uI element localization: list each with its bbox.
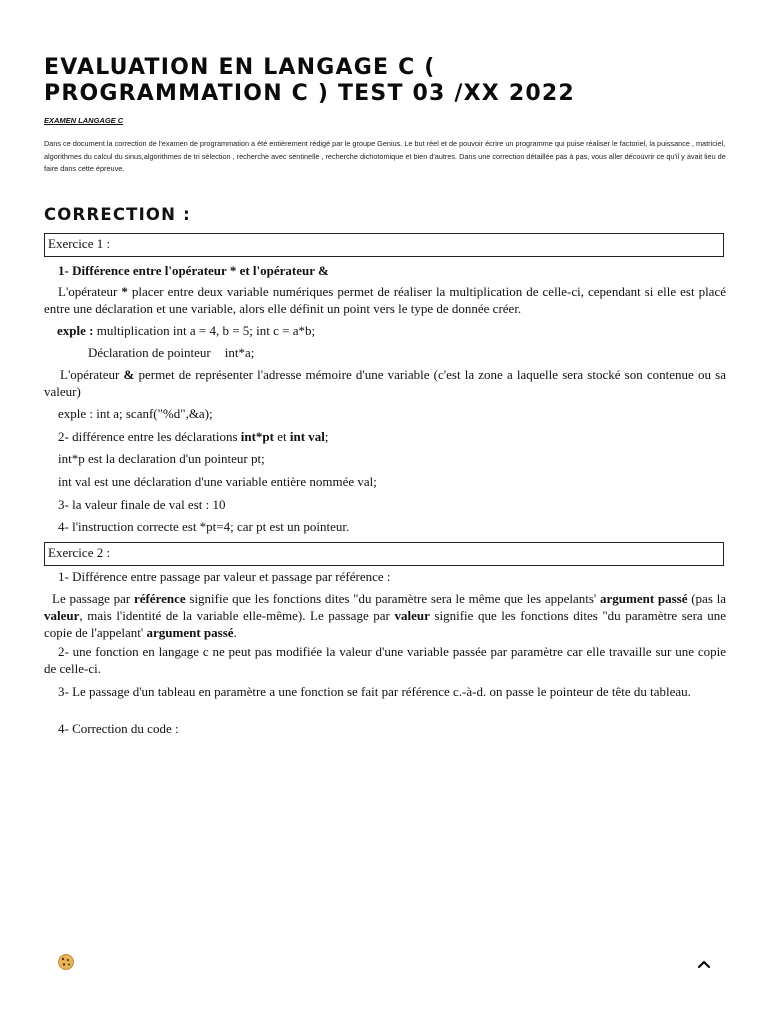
ex1-decl-code: int*a;: [224, 345, 255, 360]
correction-heading: CORRECTION :: [44, 205, 191, 224]
ex2-p1-g: , mais l'identité de la variable elle-même). Le passage par: [79, 608, 395, 623]
ex2-question-2: 2- une fonction en langage c ne peut pas modifiée la valeur d'une variable passée par paramètre car elle travaille sur une copie de celle-ci.: [44, 644, 726, 676]
exercise-1-heading: [44, 233, 724, 257]
ex1-p1-text-c: placer entre deux variable numériques permet de réaliser la multiplication de celle-ci, cependant si elle est placé entre une déclaration et une variable, alors elle définit un point vers le type de donnée créer.: [44, 284, 726, 316]
ex2-p1-c: signifie que les fonctions dites "du paramètre sera le même que les appelants': [185, 591, 600, 606]
ex2-paragraph-pass-by: [44, 590, 726, 641]
title-line-1: EVALUATION EN LANGAGE C (: [44, 55, 436, 80]
ex1-p1-star: *: [121, 284, 128, 299]
ex1-q2-text-e: ;: [324, 429, 329, 444]
exercise-2-label: Exercice 2 :: [48, 545, 111, 560]
ex2-question-4: 4- Correction du code :: [58, 721, 179, 736]
ex1-variable-declaration: int val est une déclaration d'une variable entière nommée val;: [58, 474, 377, 489]
ex1-question-2: [58, 428, 329, 445]
ex1-p1-text-a: L'opérateur: [58, 284, 122, 299]
document-subtitle: EXAMEN LANGAGE C: [44, 116, 124, 125]
ex1-paragraph-ampersand-operator: [44, 366, 726, 400]
ex2-p1-argument-1: argument passé: [599, 591, 688, 606]
ex1-question-3: 3- la valeur finale de val est : 10: [58, 497, 226, 512]
exercise-2-heading: [44, 542, 724, 566]
ex2-p1-valeur-1: valeur: [44, 608, 80, 623]
ex1-example-line: [57, 322, 315, 339]
cookie-icon[interactable]: [57, 953, 75, 971]
ex1-q1-title: 1- Différence entre l'opérateur * et l'opérateur &: [58, 263, 329, 278]
chevron-up-icon: [697, 959, 711, 969]
ex1-example-2: exple : int a; scanf("%d",&a);: [58, 406, 213, 421]
scroll-up-button[interactable]: [694, 954, 714, 974]
ex1-p2-text-c: permet de représenter l'adresse mémoire d'une variable (c'est la zone a laquelle sera stocké son contenue ou sa valeur): [44, 367, 726, 399]
ex1-q2-int-pt: int*pt: [240, 429, 274, 444]
ex1-q2-text-c: et: [273, 429, 290, 444]
exercise-1-label: Exercice 1 :: [48, 236, 111, 251]
ex1-q2-int-val: int val: [289, 429, 325, 444]
cookie-icon-graphic: [57, 953, 75, 971]
ex1-question-4: 4- l'instruction correcte est *pt=4; car pt est un pointeur.: [58, 519, 350, 534]
ex1-p2-text-a: L'opérateur: [60, 367, 124, 382]
intro-paragraph: Dans ce document la correction de l'examen de programmation a été entièrement rédigé par le groupe Genius. Le but réel et de pouvoir écrire un programme qui puise réaliser le factoriel, la puissance , matriciel, algorithmes du calcul du sinus,algorithmes de tri sélection , recherche avec sentinelle , recherche dichotomique et bien d'autres. Dans une correction détaillée pas à pas, vous aller découvrir ce qu'il y avait lieu de faire dans cette épreuve.: [44, 139, 726, 173]
ex1-paragraph-star-operator: [44, 283, 726, 317]
title-line-2: PROGRAMMATION C ) TEST 03 /XX 2022: [44, 81, 575, 106]
ex1-example-label: exple :: [57, 323, 94, 338]
ex2-question-1: 1- Différence entre passage par valeur et passage par référence :: [58, 569, 391, 584]
ex2-p1-e: (pas la: [687, 591, 726, 606]
ex2-p1-valeur-2: valeur: [394, 608, 430, 623]
ex1-q2-text-a: 2- différence entre les déclarations: [58, 429, 241, 444]
ex2-p1-a: Le passage par: [52, 591, 134, 606]
ex1-pointer-declaration-line: [88, 344, 254, 361]
ex2-question-3: 3- Le passage d'un tableau en paramètre a une fonction se fait par référence c.-à-d. on passe le pointeur de tête du tableau.: [58, 684, 691, 699]
ex2-p1-argument-2: argument passé: [146, 625, 234, 640]
ex1-decl-label: Déclaration de pointeur: [88, 345, 211, 360]
document-title: [44, 55, 734, 107]
ex2-p1-i: signifie que les fonctions dites "du paramètre sera une copie de l'appelant': [44, 608, 727, 640]
ex1-pointer-declaration: int*p est la declaration d'un pointeur pt;: [58, 451, 265, 466]
ex2-p1-k: .: [233, 625, 237, 640]
ex2-p1-reference: référence: [133, 591, 186, 606]
ex1-question-1: [58, 262, 329, 279]
ex1-example-text: multiplication int a = 4, b = 5; int c = a*b;: [93, 323, 316, 338]
ex1-p2-ampersand: &: [123, 367, 135, 382]
